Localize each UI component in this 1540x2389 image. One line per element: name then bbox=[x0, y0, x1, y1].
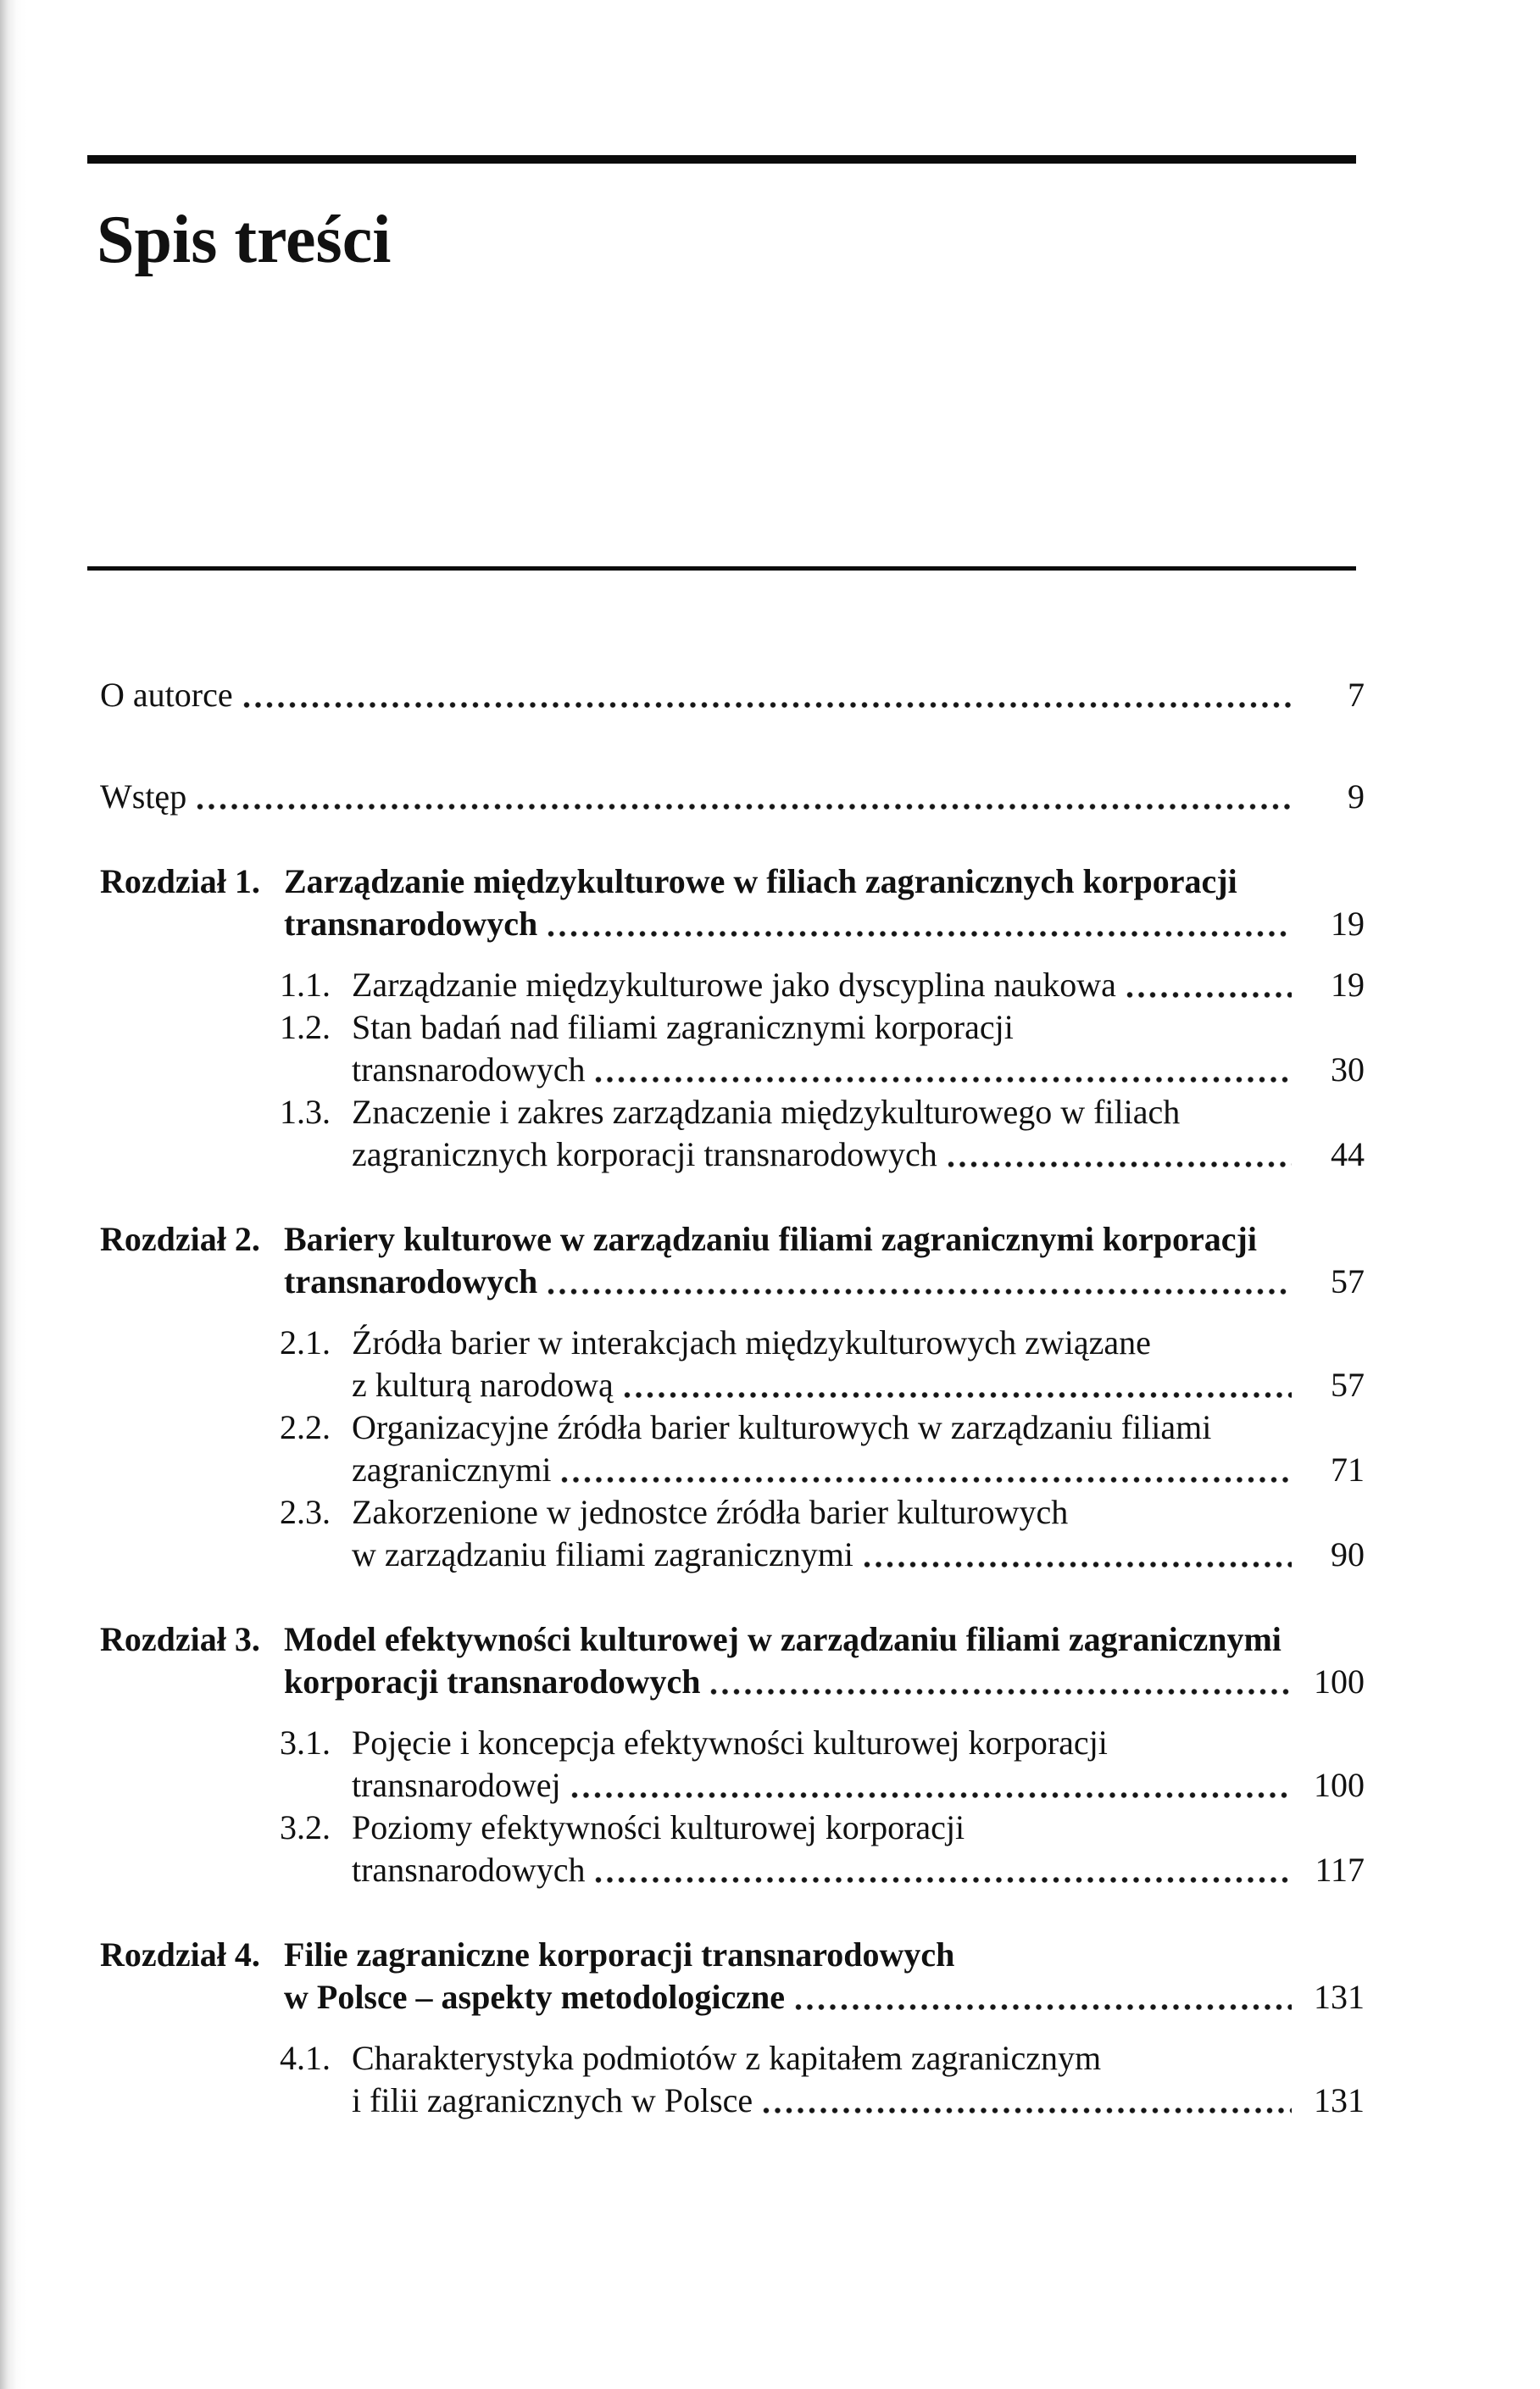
page-number: 100 bbox=[1314, 1662, 1365, 1701]
section-number: 2.1. bbox=[280, 1323, 331, 1362]
section-number: 2.2. bbox=[280, 1408, 331, 1446]
dot-leader bbox=[243, 699, 1292, 710]
page-number: 100 bbox=[1314, 1766, 1365, 1804]
section-text-line: transnarodowej bbox=[352, 1766, 561, 1804]
toc-section-1-1 bbox=[280, 964, 1365, 1006]
section-text-line: Charakterystyka podmiotów z kapitałem zagranicznym bbox=[352, 2039, 1102, 2077]
chapter-title-line: Model efektywności kulturowej w zarządzaniu filiami zagranicznymi bbox=[284, 1620, 1281, 1658]
table-of-contents bbox=[100, 674, 1365, 2122]
page-number: 90 bbox=[1331, 1535, 1365, 1573]
entry-label: Wstęp bbox=[100, 777, 187, 816]
section-text-line: Stan badań nad filiami zagranicznymi korporacji bbox=[352, 1008, 1014, 1046]
toc-section-2-1 bbox=[280, 1322, 1365, 1406]
page-number: 9 bbox=[1348, 777, 1365, 816]
dot-leader bbox=[548, 928, 1292, 939]
section-text-line: Zarządzanie międzykulturowe jako dyscyplina naukowa bbox=[352, 966, 1116, 1004]
chapter-title-line: Filie zagraniczne korporacji transnarodowych bbox=[284, 1935, 955, 1974]
chapter-title-line: Bariery kulturowe w zarządzaniu filiami zagranicznymi korporacji bbox=[284, 1220, 1257, 1258]
toc-section-1-3 bbox=[280, 1091, 1365, 1176]
section-number: 3.2. bbox=[280, 1808, 331, 1846]
toc-chapter-4 bbox=[100, 1934, 1365, 2122]
toc-section-3-2 bbox=[280, 1807, 1365, 1891]
dot-leader bbox=[595, 1874, 1292, 1885]
chapter-label: Rozdział 3. bbox=[100, 1620, 260, 1658]
section-text-line: transnarodowych bbox=[352, 1050, 586, 1089]
chapter-title-line: korporacji transnarodowych bbox=[284, 1662, 701, 1701]
page-number: 71 bbox=[1331, 1451, 1365, 1489]
dot-leader bbox=[561, 1474, 1292, 1485]
entry-label: O autorce bbox=[100, 676, 233, 714]
page-number: 131 bbox=[1314, 2081, 1365, 2119]
toc-chapter-1 bbox=[100, 860, 1365, 1176]
toc-entry-wstep bbox=[100, 776, 1365, 818]
toc-section-3-1 bbox=[280, 1722, 1365, 1807]
chapter-label: Rozdział 2. bbox=[100, 1220, 260, 1258]
scan-edge-shadow bbox=[0, 0, 29, 2389]
dot-leader bbox=[624, 1389, 1292, 1401]
dot-leader bbox=[948, 1159, 1292, 1170]
page-title: Spis treści bbox=[97, 203, 392, 277]
section-number: 1.1. bbox=[280, 966, 331, 1004]
section-text-line: zagranicznych korporacji transnarodowych bbox=[352, 1135, 937, 1173]
page-number: 117 bbox=[1315, 1851, 1365, 1889]
toc-section-2-2 bbox=[280, 1406, 1365, 1491]
section-text-line: i filii zagranicznych w Polsce bbox=[352, 2081, 753, 2119]
toc-entry-o-autorce bbox=[100, 674, 1365, 716]
section-text-line: z kulturą narodową bbox=[352, 1366, 614, 1404]
dot-leader bbox=[197, 801, 1292, 812]
section-text-line: zagranicznymi bbox=[352, 1451, 552, 1489]
dot-leader bbox=[763, 2105, 1292, 2116]
section-text-line: Organizacyjne źródła barier kulturowych w zarządzaniu filiami bbox=[352, 1408, 1212, 1446]
dot-leader bbox=[548, 1286, 1292, 1297]
section-number: 1.3. bbox=[280, 1093, 331, 1131]
dot-leader bbox=[1126, 989, 1292, 1000]
section-number: 3.1. bbox=[280, 1724, 331, 1762]
chapter-title-line: w Polsce – aspekty metodologiczne bbox=[284, 1978, 786, 2016]
page-number: 131 bbox=[1314, 1978, 1365, 2016]
divider-rule bbox=[87, 566, 1356, 571]
page-number: 30 bbox=[1331, 1050, 1365, 1089]
section-text-line: Znaczenie i zakres zarządzania międzykulturowego w filiach bbox=[352, 1093, 1181, 1131]
toc-section-2-3 bbox=[280, 1491, 1365, 1576]
chapter-label: Rozdział 4. bbox=[100, 1935, 260, 1974]
section-text-line: Zakorzenione w jednostce źródła barier kulturowych bbox=[352, 1493, 1069, 1531]
section-text-line: transnarodowych bbox=[352, 1851, 586, 1889]
chapter-title-line: transnarodowych bbox=[284, 1262, 538, 1300]
toc-section-1-2 bbox=[280, 1006, 1365, 1091]
chapter-title-line: Zarządzanie międzykulturowe w filiach zagranicznych korporacji bbox=[284, 862, 1237, 900]
dot-leader bbox=[710, 1686, 1292, 1697]
dot-leader bbox=[795, 2002, 1292, 2013]
section-text-line: w zarządzaniu filiami zagranicznymi bbox=[352, 1535, 853, 1573]
page-number: 57 bbox=[1331, 1366, 1365, 1404]
page-number: 19 bbox=[1331, 905, 1365, 943]
chapter-label: Rozdział 1. bbox=[100, 862, 260, 900]
toc-chapter-2 bbox=[100, 1218, 1365, 1576]
section-text-line: Źródła barier w interakcjach międzykulturowych związane bbox=[352, 1323, 1151, 1362]
page-number: 44 bbox=[1331, 1135, 1365, 1173]
toc-section-4-1 bbox=[280, 2037, 1365, 2122]
page-number: 57 bbox=[1331, 1262, 1365, 1300]
section-text-line: Poziomy efektywności kulturowej korporacji bbox=[352, 1808, 965, 1846]
dot-leader bbox=[571, 1790, 1292, 1801]
chapter-title-line: transnarodowych bbox=[284, 905, 538, 943]
section-number: 1.2. bbox=[280, 1008, 331, 1046]
section-number: 2.3. bbox=[280, 1493, 331, 1531]
toc-chapter-3 bbox=[100, 1618, 1365, 1891]
section-text-line: Pojęcie i koncepcja efektywności kulturowej korporacji bbox=[352, 1724, 1108, 1762]
page-number: 7 bbox=[1348, 676, 1365, 714]
section-number: 4.1. bbox=[280, 2039, 331, 2077]
dot-leader bbox=[595, 1074, 1292, 1085]
top-rule bbox=[87, 155, 1356, 164]
page-number: 19 bbox=[1331, 966, 1365, 1004]
dot-leader bbox=[864, 1559, 1292, 1570]
